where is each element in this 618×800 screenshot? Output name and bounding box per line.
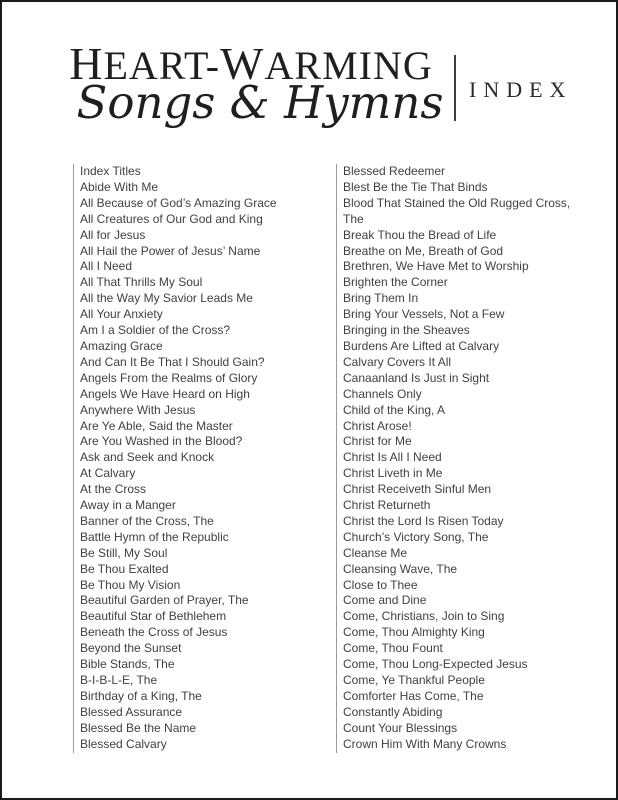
index-entry: Angels From the Realms of Glory bbox=[80, 370, 258, 385]
index-entry: Break Thou the Bread of Life bbox=[343, 227, 497, 242]
index-entry: Brighten the Corner bbox=[343, 275, 448, 290]
index-entry: Come, Christians, Join to Sing bbox=[343, 609, 505, 624]
index-entry: Amazing Grace bbox=[80, 338, 163, 353]
index-entry: B-I-B-L-E, The bbox=[80, 673, 158, 687]
index-entry: All That Thrills My Soul bbox=[80, 275, 203, 290]
index-entry: And Can It Be That I Should Gain? bbox=[80, 354, 265, 369]
index-entry: Are Ye Able, Said the Master bbox=[80, 418, 233, 433]
index-entry: Be Thou Exalted bbox=[80, 561, 169, 576]
index-entry: Count Your Blessings bbox=[343, 720, 458, 735]
index-entry: Blessed Calvary bbox=[80, 736, 167, 751]
header-divider-rule bbox=[454, 55, 456, 121]
index-entry: Christ the Lord Is Risen Today bbox=[343, 513, 504, 528]
index-entry: Canaanland Is Just in Sight bbox=[343, 370, 490, 385]
index-entry: At Calvary bbox=[80, 466, 136, 481]
index-entry: Crown Him With Many Crowns bbox=[343, 736, 507, 751]
index-entry: Constantly Abiding bbox=[343, 704, 443, 719]
index-entry: All Your Anxiety bbox=[80, 307, 163, 322]
index-entry: Beyond the Sunset bbox=[80, 641, 182, 656]
index-label: INDEX bbox=[469, 77, 573, 102]
title-segment: ARMING bbox=[264, 43, 433, 88]
index-entry: Anywhere With Jesus bbox=[80, 402, 196, 417]
index-entry: All for Jesus bbox=[80, 227, 146, 242]
index-column-right bbox=[336, 164, 583, 753]
index-entry: Ask and Seek and Knock bbox=[80, 450, 215, 465]
index-entry: Burdens Are Lifted at Calvary bbox=[343, 338, 500, 353]
index-entry: Angels We Have Heard on High bbox=[80, 386, 250, 401]
index-entry: Abide With Me bbox=[80, 179, 159, 194]
index-entry: Banner of the Cross, The bbox=[80, 513, 214, 528]
index-entry: Comforter Has Come, The bbox=[343, 688, 484, 703]
index-entry: Brethren, We Have Met to Worship bbox=[343, 259, 529, 274]
index-entry: Come, Thou Almighty King bbox=[343, 625, 485, 640]
index-entry: Cleansing Wave, The bbox=[343, 561, 458, 576]
index-entry: All Because of God’s Amazing Grace bbox=[80, 195, 277, 210]
index-entry: Calvary Covers It All bbox=[343, 354, 452, 369]
index-entry: Come and Dine bbox=[343, 593, 427, 608]
index-entry: Bring Them In bbox=[343, 291, 419, 306]
index-entry: Christ Liveth in Me bbox=[343, 466, 443, 481]
index-entry: All the Way My Savior Leads Me bbox=[80, 291, 253, 306]
index-entry: Am I a Soldier of the Cross? bbox=[80, 323, 231, 338]
index-entry: Bible Stands, The bbox=[80, 657, 175, 672]
index-entry: Blessed Assurance bbox=[80, 704, 183, 719]
index-entry: Cleanse Me bbox=[343, 545, 408, 560]
index-entry: Beautiful Star of Bethlehem bbox=[80, 609, 227, 624]
index-entry: Bringing in the Sheaves bbox=[343, 323, 470, 338]
index-entry: Child of the King, A bbox=[343, 402, 446, 417]
index-entry: Beneath the Cross of Jesus bbox=[80, 625, 228, 640]
index-entry: Christ for Me bbox=[343, 434, 412, 449]
index-entry: Channels Only bbox=[343, 386, 422, 401]
index-entry: Be Still, My Soul bbox=[80, 545, 168, 560]
index-entry: Blood That Stained the Old Rugged Cross, The bbox=[343, 195, 571, 226]
index-entry: Christ Is All I Need bbox=[343, 450, 442, 465]
index-entry: Come, Thou Long-Expected Jesus bbox=[343, 657, 528, 672]
index-entry: All Creatures of Our God and King bbox=[80, 211, 263, 226]
title-segment: W bbox=[220, 38, 265, 89]
index-entry: Index Titles bbox=[80, 164, 141, 178]
index-entry: Bring Your Vessels, Not a Few bbox=[343, 307, 505, 322]
title-segment: EART- bbox=[103, 43, 221, 88]
index-entry: Battle Hymn of the Republic bbox=[80, 529, 229, 544]
index-entry: Christ Receiveth Sinful Men bbox=[343, 482, 492, 497]
index-entry: Blessed Be the Name bbox=[80, 720, 197, 735]
index-entry: Breathe on Me, Breath of God bbox=[343, 243, 504, 258]
index-entry: Christ Returneth bbox=[343, 498, 431, 513]
page-subtitle: Songs & Hymns bbox=[76, 76, 444, 129]
index-entry: Away in a Manger bbox=[80, 498, 176, 513]
index-entry: Close to Thee bbox=[343, 577, 418, 592]
index-entry: Blest Be the Tie That Binds bbox=[343, 179, 488, 194]
index-entry: Come, Thou Fount bbox=[343, 641, 443, 656]
index-entry: Come, Ye Thankful People bbox=[343, 673, 485, 687]
index-entry: Are You Washed in the Blood? bbox=[80, 434, 243, 449]
title-segment: H bbox=[69, 38, 104, 89]
index-entry: Birthday of a King, The bbox=[80, 688, 202, 703]
index-entry: Beautiful Garden of Prayer, The bbox=[80, 593, 249, 608]
index-column-left bbox=[73, 164, 331, 753]
index-entry: At the Cross bbox=[80, 482, 147, 497]
index-entry: Christ Arose! bbox=[343, 418, 412, 433]
index-entry: Be Thou My Vision bbox=[80, 577, 181, 592]
index-entry: Church’s Victory Song, The bbox=[343, 529, 489, 544]
index-entry: Blessed Redeemer bbox=[343, 164, 446, 178]
index-entry: All I Need bbox=[80, 259, 133, 274]
index-entry: All Hail the Power of Jesus’ Name bbox=[80, 243, 261, 258]
